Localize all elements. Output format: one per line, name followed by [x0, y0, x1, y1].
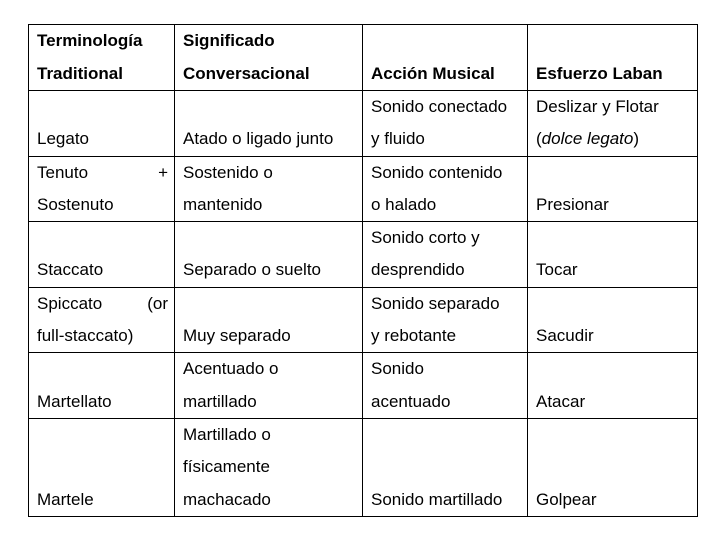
cell-text: Presionar: [536, 194, 609, 214]
cell-accion: [363, 156, 528, 222]
header-terminologia: [29, 25, 175, 91]
cell-esfuerzo: [528, 353, 698, 419]
cell-text: Deslizar y Flotar: [536, 97, 659, 116]
cell-text: y fluido: [371, 129, 425, 149]
header-significado-line2: Conversacional: [183, 63, 310, 83]
cell-terminologia: [29, 353, 175, 419]
table-row: [29, 156, 698, 222]
cell-text: desprendido: [371, 260, 465, 280]
articulation-table: [28, 24, 698, 517]
table-row: [29, 353, 698, 419]
cell-text: Sonido separado: [371, 293, 500, 313]
cell-text: Staccato: [37, 260, 104, 280]
table-row: [29, 418, 698, 516]
cell-significado: [175, 287, 363, 353]
cell-text: full-staccato): [37, 326, 134, 346]
header-accion-line1: Acción Musical: [371, 63, 495, 83]
cell-text-mixed: [536, 123, 691, 155]
cell-significado: [175, 353, 363, 419]
table-row: [29, 287, 698, 353]
cell-text: y rebotante: [371, 326, 457, 346]
cell-esfuerzo: [528, 91, 698, 157]
cell-text: Sonido: [371, 359, 424, 379]
cell-text: Separado o suelto: [183, 260, 321, 280]
cell-text: Sonido martillado: [371, 489, 503, 509]
cell-text: Martellato: [37, 391, 112, 411]
cell-word: (or: [147, 293, 168, 313]
paren-open: (: [536, 129, 542, 149]
cell-text: Atado o ligado junto: [183, 129, 334, 149]
cell-text: Legato: [37, 129, 89, 149]
cell-accion: [363, 353, 528, 419]
cell-text: Sonido contenido: [371, 162, 503, 182]
header-terminologia-line2: Traditional: [37, 63, 123, 83]
cell-terminologia: [29, 156, 175, 222]
cell-text: machacado: [183, 489, 271, 509]
cell-terminologia: [29, 287, 175, 353]
cell-esfuerzo: [528, 287, 698, 353]
cell-significado: [175, 91, 363, 157]
cell-significado: [175, 418, 363, 516]
cell-esfuerzo: [528, 418, 698, 516]
cell-esfuerzo: [528, 156, 698, 222]
cell-text: Golpear: [536, 489, 597, 509]
cell-word: Tenuto: [37, 162, 89, 182]
header-esfuerzo-line1: Esfuerzo Laban: [536, 63, 663, 83]
cell-accion: [363, 222, 528, 288]
header-esfuerzo: [528, 25, 698, 91]
cell-word: Spiccato: [37, 293, 103, 313]
table-row: [29, 91, 698, 157]
table-row: [29, 222, 698, 288]
header-terminologia-line1: Terminología: [37, 31, 143, 51]
cell-text: Sonido conectado: [371, 97, 508, 116]
cell-text-justified: [37, 157, 168, 189]
paren-close: ): [633, 129, 640, 149]
cell-text: acentuado: [371, 391, 451, 411]
cell-text-justified: [37, 288, 168, 320]
cell-esfuerzo: [528, 222, 698, 288]
cell-text: Tocar: [536, 260, 578, 280]
cell-text: Martele: [37, 489, 94, 509]
italic-term: dolce legato: [541, 129, 634, 149]
cell-text: mantenido: [183, 194, 263, 214]
cell-text: Sacudir: [536, 326, 594, 346]
cell-text: Muy separado: [183, 326, 291, 346]
cell-word: +: [158, 162, 168, 182]
cell-text: Acentuado o: [183, 359, 279, 379]
cell-text: Sonido corto y: [371, 228, 480, 248]
cell-terminologia: [29, 222, 175, 288]
header-significado: [175, 25, 363, 91]
cell-accion: [363, 287, 528, 353]
cell-significado: [175, 222, 363, 288]
header-accion: [363, 25, 528, 91]
cell-text: Sostenuto: [37, 194, 114, 214]
cell-text: Sostenido o: [183, 162, 273, 182]
cell-text: o halado: [371, 194, 437, 214]
cell-significado: [175, 156, 363, 222]
cell-text: físicamente: [183, 457, 270, 477]
cell-text: Martillado o: [183, 425, 271, 445]
cell-terminologia: [29, 91, 175, 157]
cell-accion: [363, 91, 528, 157]
cell-terminologia: [29, 418, 175, 516]
cell-accion: [363, 418, 528, 516]
header-significado-line1: Significado: [183, 31, 275, 51]
cell-text: martillado: [183, 391, 257, 411]
cell-text: Atacar: [536, 391, 586, 411]
table-header-row: [29, 25, 698, 91]
